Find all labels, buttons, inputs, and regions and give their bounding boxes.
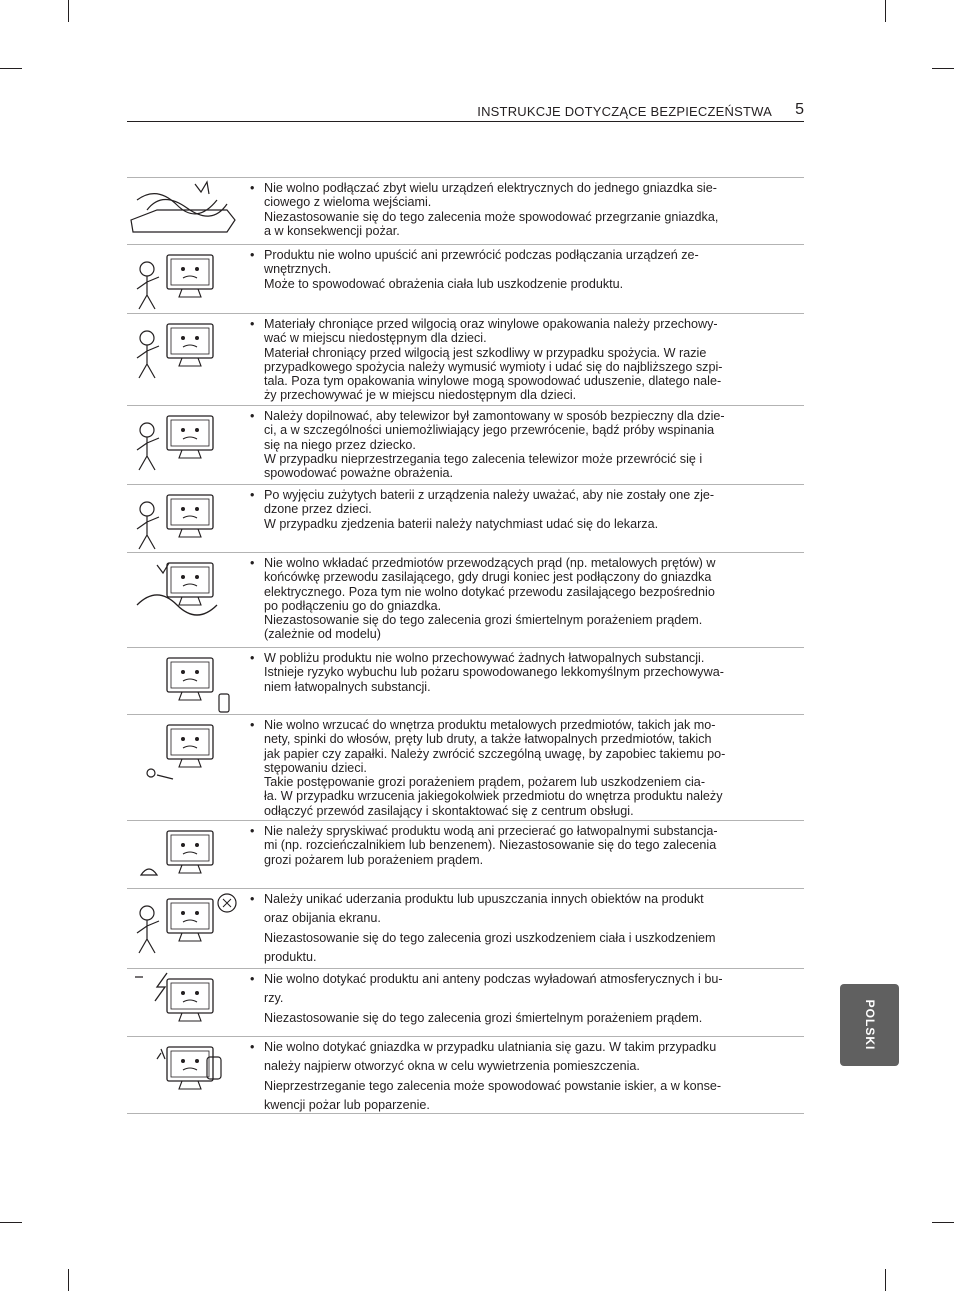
power-strip-overload-illustration [127, 180, 245, 250]
instruction-paragraph: Nie wolno podłączać zbyt wielu urządzeń elektrycznych do jednego gniazdka sie- ciowego z wieloma wejściami. Niezastosowanie się do tego zalecenia może spowodować przegrzanie gniazdka, a w konsekwencji pożar. [264, 181, 719, 238]
instruction-paragraph: Nie wolno wrzucać do wnętrza produktu metalowych przedmiotów, takich jak mo- nety, spinki do włosów, pręty lub druty, a także łatwopalnych przedmiotów, takich jak papier czy zapałki. Należy zwrócić szczególną uwagę, by zapobiec takiemu po- stępowaniu dzieci. Takie postępowanie grozi porażeniem prądem, pożarem lub uszkodzeniem cia- ła. W przypadku wrzucenia jakiegokolwiek przedmiotu do wnętrza produktu należy odłączyć przewód zasilający i skontaktować się z centrum obsługi. [264, 718, 726, 818]
instruction-text [250, 651, 790, 694]
table-row [127, 648, 804, 715]
instruction-text [250, 248, 790, 291]
crop-mark [885, 0, 886, 22]
instruction-paragraph: Należy unikać uderzania produktu lub upuszczania innych obiektów na produkt oraz obijania ekranu. Niezastosowanie się do tego zalecenia grozi uszkodzeniem ciała i uszkodzeniem produktu. [264, 892, 716, 964]
metal-object-in-plug-illustration [127, 555, 245, 625]
bullet: • [250, 718, 255, 732]
instruction-paragraph: Materiały chroniące przed wilgocią oraz winylowe opakowania należy przechowy- wać w miejscu niedostępnym dla dzieci. Materiał chroniący przed wilgocią jest szkodliwy w przypadku spożycia. W razie przypadkowego spożycia należy wymusić wymioty i udać się do najbliższego szpi- tala. Poza tym opakowania winylowe mogą spowodować uduszenie, dlatego nale- ży przechowywać je w miejscu niedostępnym dla dzieci. [264, 317, 723, 403]
instruction-text [250, 890, 790, 967]
instruction-text [250, 317, 790, 403]
table-row [127, 969, 804, 1037]
instruction-paragraph: Nie należy spryskiwać produktu wodą ani przecierać go łatwopalnymi substancja- mi (np. rozcieńczalnikiem lub benzenem). Niezastosowanie się do tego zalecenia grozi pożarem lub porażeniem prądem. [264, 824, 718, 867]
bullet: • [250, 651, 255, 665]
child-pulling-tv-illustration [127, 247, 245, 317]
metal-objects-into-tv-illustration [127, 717, 245, 787]
language-tab-label: POLSKI [862, 999, 877, 1051]
table-row [127, 245, 804, 314]
instruction-text [250, 488, 790, 531]
table-row [127, 178, 804, 245]
crop-mark [0, 68, 22, 69]
safety-instructions-table [127, 178, 804, 1114]
instruction-paragraph: Produktu nie wolno upuścić ani przewrócić podczas podłączania urządzeń ze- wnętrznych. Może to spowodować obrażenia ciała lub uszkodzenie produktu. [264, 248, 699, 291]
crop-mark [932, 68, 954, 69]
instruction-paragraph: Należy dopilnować, aby telewizor był zamontowany w sposób bezpieczny dla dzie- ci, a w szczególności uniemożliwiający jego przewrócenie, bądź próby wspinania się na niego przez dziecko. W przypadku nieprzestrzegania tego zalecenia telewizor może przewrócić się i spowodować poważne obrażenia. [264, 409, 725, 481]
instruction-text [250, 409, 790, 480]
table-row [127, 715, 804, 821]
bullet: • [250, 409, 255, 423]
instruction-text [250, 970, 790, 1028]
crop-mark [932, 1222, 954, 1223]
instruction-paragraph: W pobliżu produktu nie wolno przechowywać żadnych łatwopalnych substancji. Istnieje ryzyko wybuchu lub pożaru spowodowanego lekkomyślnym przechowywa- niem łatwopalnych substancji. [264, 651, 724, 694]
table-row [127, 889, 804, 969]
flammable-substances-illustration [127, 650, 245, 720]
table-row [127, 485, 804, 553]
instruction-text [250, 824, 790, 867]
bullet: • [250, 824, 255, 838]
crop-mark [68, 1269, 69, 1291]
crop-mark [68, 0, 69, 22]
lightning-storm-illustration [127, 971, 245, 1041]
page-header [127, 101, 804, 121]
table-row [127, 821, 804, 889]
bullet: • [250, 892, 255, 906]
bullet: • [250, 972, 255, 986]
table-row [127, 1037, 804, 1114]
bullet: • [250, 317, 255, 331]
bullet: • [250, 248, 255, 262]
page-number: 5 [795, 101, 804, 118]
table-row [127, 314, 804, 406]
table-row [127, 553, 804, 648]
ball-hitting-screen-illustration [127, 891, 245, 961]
bullet: • [250, 1040, 255, 1054]
bullet: • [250, 488, 255, 502]
gas-leak-illustration [127, 1039, 245, 1109]
crop-mark [885, 1269, 886, 1291]
instruction-paragraph: Nie wolno dotykać gniazdka w przypadku ulatniania się gazu. W takim przypadku należy najpierw otworzyć okna w celu wywietrzenia pomieszczenia. Nieprzestrzeganie tego zalecenia może spowodować powstanie iskier, a w konse- kwencji pożar lub poparzenie. [264, 1040, 722, 1112]
crop-mark [0, 1222, 22, 1223]
instruction-text [250, 181, 790, 238]
instruction-text [250, 556, 790, 642]
instruction-paragraph: Nie wolno dotykać produktu ani anteny podczas wyładowań atmosferycznych i bu- rzy. Niezastosowanie się do tego zalecenia grozi śmiertelnym porażeniem prądem. [264, 972, 723, 1025]
instruction-text [250, 718, 790, 818]
battery-swallow-illustration [127, 487, 245, 557]
bullet: • [250, 181, 255, 195]
instruction-paragraph: Po wyjęciu zużytych baterii z urządzenia należy uważać, aby nie zostały one zje- dzone przez dzieci. W przypadku zjedzenia baterii należy natychmiast udać się do lekarza. [264, 488, 715, 531]
child-with-packaging-illustration [127, 316, 245, 386]
instruction-paragraph: Nie wolno wkładać przedmiotów przewodzących prąd (np. metalowych prętów) w końcówkę przewodu zasilającego, gdy drugi koniec jest podłączony do gniazdka elektrycznego. Poza tym nie wolno dotykać przewodu zasilającego bezpośrednio po podłączeniu go do gniazdka. Niezastosowanie się do tego zalecenia grozi śmiertelnym porażeniem prądem. (zależnie od modelu) [264, 556, 716, 642]
child-climbing-tv-illustration [127, 408, 245, 478]
spraying-water-illustration [127, 823, 245, 893]
header-title: INSTRUKCJE DOTYCZĄCE BEZPIECZEŃSTWA [477, 104, 772, 119]
bullet: • [250, 556, 255, 570]
language-tab [840, 984, 899, 1066]
header-rule [127, 121, 804, 122]
instruction-text [250, 1038, 790, 1115]
table-row [127, 406, 804, 485]
